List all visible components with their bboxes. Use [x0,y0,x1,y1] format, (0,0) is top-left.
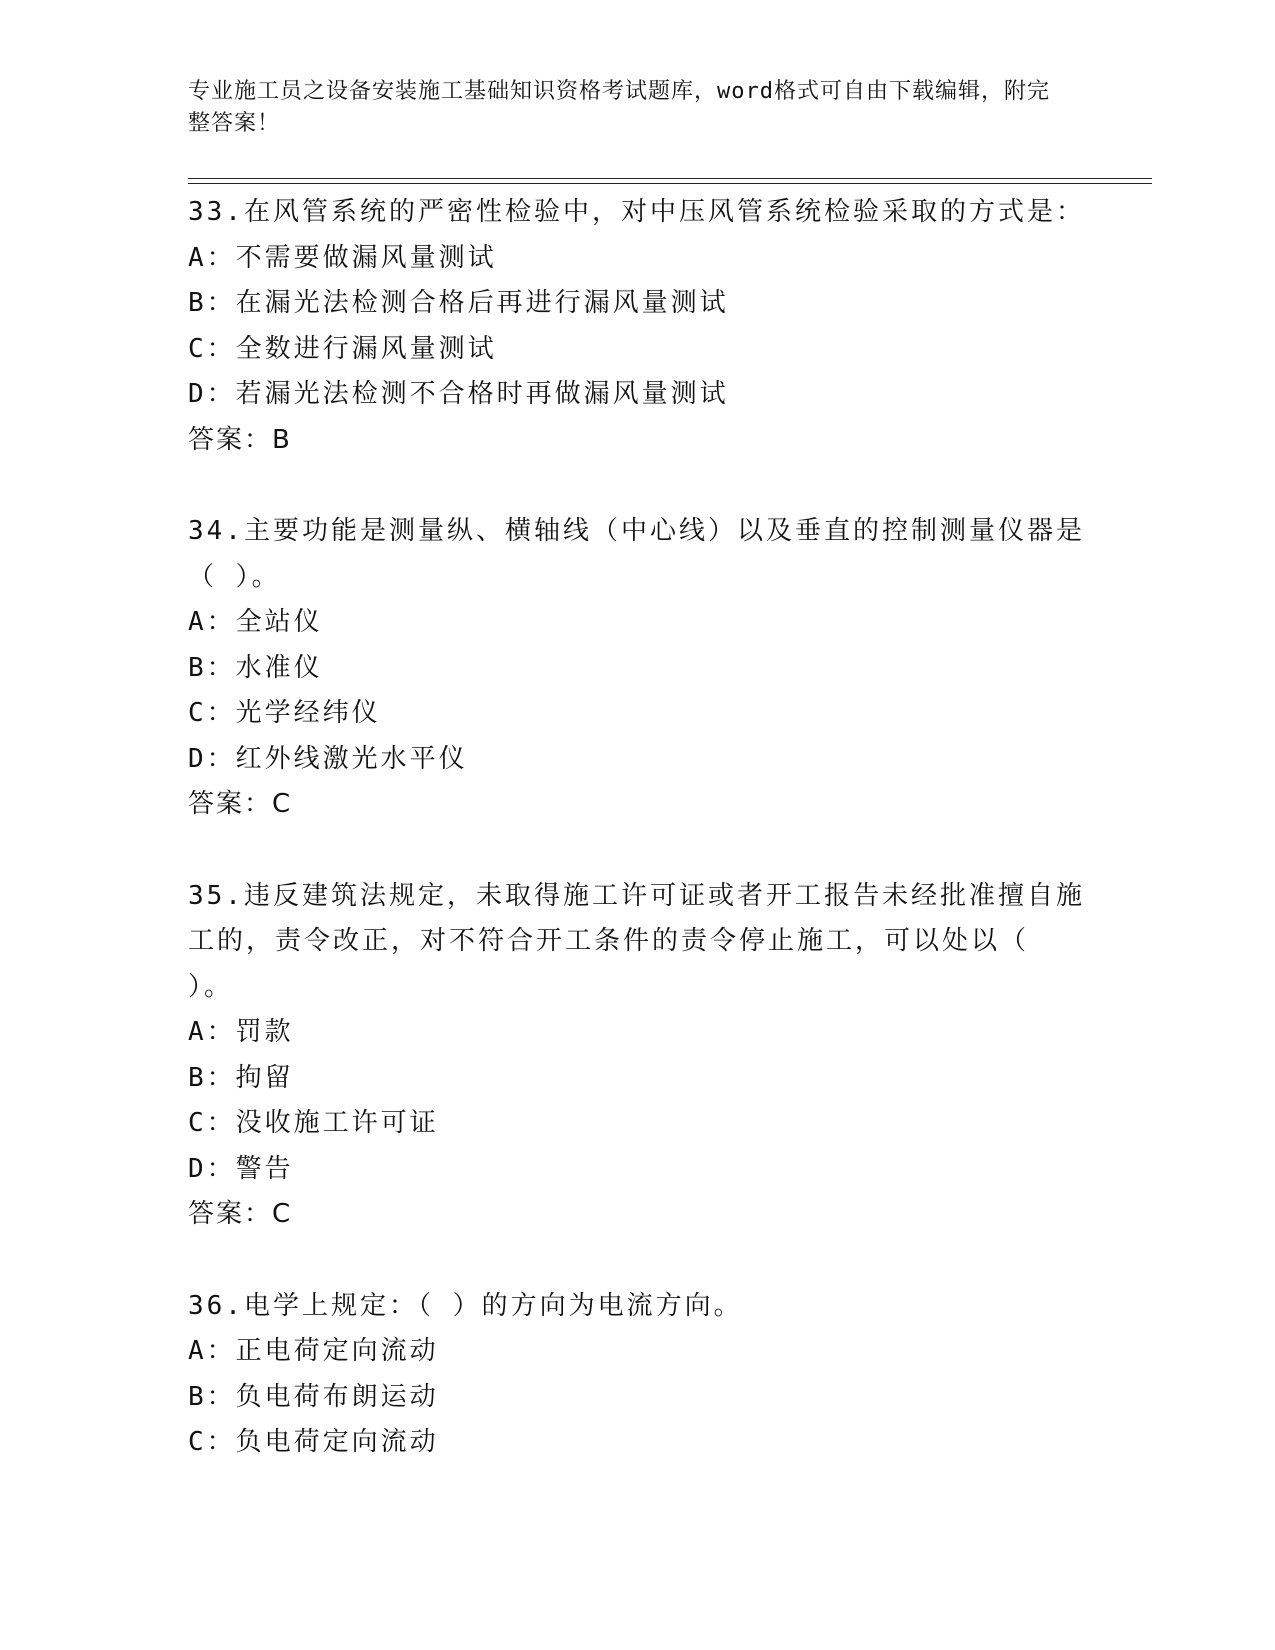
question-33 [188,190,1088,463]
option-b: B：在漏光法检测合格后再进行漏风量测试 [188,288,729,318]
option-c: C：全数进行漏风量测试 [188,333,497,364]
option-a: A：全站仪 [188,607,323,637]
option-c: C：没收施工许可证 [188,1108,439,1138]
answer: 答案：C [188,789,293,819]
question-list [188,190,1088,1512]
question-stem: 34.主要功能是测量纵、横轴线（中心线）以及垂直的控制测量仪器是（ ）。 [188,516,1085,592]
question-34 [188,509,1088,828]
question-stem: 36.电学上规定：（ ）的方向为电流方向。 [188,1290,743,1321]
option-d: D：红外线激光水平仪 [188,743,468,774]
question-stem: 33.在风管系统的严密性检验中，对中压风管系统检验采取的方式是： [188,197,1085,227]
question-35 [188,874,1088,1238]
header-divider-bottom [188,183,1152,184]
header-divider-top [188,178,1152,179]
option-b: B：水准仪 [188,652,323,683]
document-header: 专业施工员之设备安装施工基础知识资格考试题库，word格式可自由下载编辑，附完整答案！ [188,79,1050,136]
question-stem: 35.违反建筑法规定，未取得施工许可证或者开工报告未经批准擅自施工的，责令改正，对不符合开工条件的责令停止施工，可以处以（ ）。 [188,880,1085,1002]
option-d: D：若漏光法检测不合格时再做漏风量测试 [188,379,729,409]
answer: 答案：C [188,1199,293,1229]
option-a: A：不需要做漏风量测试 [188,242,497,273]
option-d: D：警告 [188,1153,294,1184]
option-c: C：负电荷定向流动 [188,1427,439,1457]
option-b: B：拘留 [188,1062,294,1093]
question-36 [188,1284,1088,1466]
option-c: C：光学经纬仪 [188,698,381,728]
option-a: A：罚款 [188,1017,294,1047]
option-b: B：负电荷布朗运动 [188,1381,439,1412]
answer: 答案：B [188,424,292,455]
option-a: A：正电荷定向流动 [188,1336,439,1366]
